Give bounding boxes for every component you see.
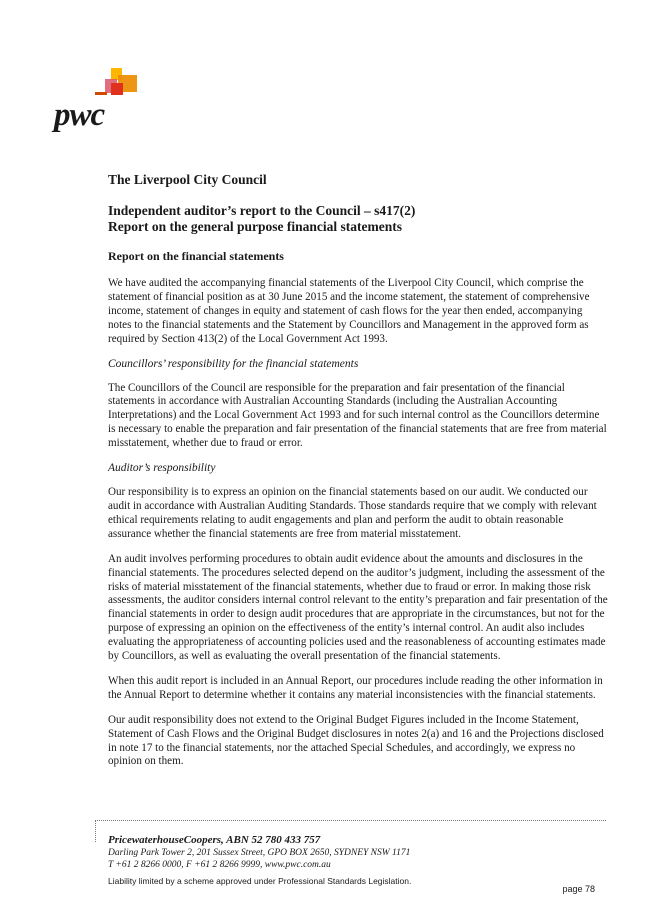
report-title [108,203,608,235]
councillors-responsibility-heading: Councillors’ responsibility for the financial statements [108,357,359,370]
intro-paragraph: We have audited the accompanying financial statements of the Liverpool City Council, which comprise the statement of financial position as at 30 June 2015 and the income statement, the statement of comprehensive income, statement of changes in equity and statement of cash flows for the year then ended, accompanying notes to the financial statements and the Statement by Councillors and Management in the approved form as required by Section 413(2) of the Local Government Act 1993. [108,277,590,345]
report-title-line-2: Report on the general purpose financial statements [108,219,402,234]
logo-square-rust [95,92,107,95]
firm-address: Darling Park Tower 2, 201 Sussex Street, GPO BOX 2650, SYDNEY NSW 1171 [108,848,411,858]
councillors-responsibility-paragraph: The Councillors of the Council are responsible for the preparation and fair presentation of the financial statements in accordance with Australian Accounting Standards (including the Australian Accounting Interpretations) and the Local Government Act 1993 and for such internal control as the Councillors determine is necessary to enable the preparation and fair presentation of the financial statements that are free from material misstatement, whether due to fraud or error. [108,381,607,450]
council-name: The Liverpool City Council [108,172,267,187]
report-body [108,172,608,780]
page-number: page 78 [562,884,595,894]
liability-note: Liability limited by a scheme approved under Professional Standards Legislation. [108,876,412,886]
auditor-paragraph-4: Our audit responsibility does not extend to the Original Budget Figures included in the Income Statement, Statement of Cash Flows and the Original Budget disclosures in notes 2(a) and 16 and the Projections disclosed in note 17 to the financial statements, nor the attached Special Schedules, and accordingly, we express no opinion on them. [108,713,604,768]
pwc-logo [54,65,144,133]
firm-name: PricewaterhouseCoopers, ABN 52 780 433 757 [108,834,321,846]
report-title-line-1: Independent auditor’s report to the Council – s417(2) [108,203,416,218]
logo-square-red [111,83,123,95]
auditor-paragraph-3: When this audit report is included in an Annual Report, our procedures include reading the other information in the Annual Report to determine whether it contains any material inconsistencies with the financial statements. [108,674,603,701]
auditor-paragraph-1: Our responsibility is to express an opinion on the financial statements based on our audit. We conducted our audit in accordance with Australian Auditing Standards. Those standards require that we comply with relevant ethical requirements relating to audit engagements and plan and perform the audit to obtain reasonable assurance whether the financial statements are free from material misstatement. [108,486,597,540]
auditor-responsibility-heading: Auditor’s responsibility [108,462,216,475]
footer [108,834,410,871]
firm-contact: T +61 2 8266 0000, F +61 2 8266 9999, www.pwc.com.au [108,860,331,870]
footer-divider-left [95,820,96,842]
logo-wordmark: pwc [54,97,105,133]
section-heading: Report on the financial statements [108,249,284,263]
footer-divider [95,820,606,821]
auditor-paragraph-2: An audit involves performing procedures to obtain audit evidence about the amounts and disclosures in the financial statements. The procedures selected depend on the auditor’s judgment, including the assessment of the risks of material misstatement of the financial statements, whether due to fraud or error. In making those risk assessments, the auditor considers internal control relevant to the entity’s preparation and fair presentation of the financial statements in order to design audit procedures that are appropriate in the circumstances, but not for the purpose of expressing an opinion on the effectiveness of the entity’s internal control. An audit also includes evaluating the appropriateness of accounting policies used and the reasonableness of accounting estimates made by Councillors, as well as evaluating the overall presentation of the financial statements. [108,552,608,663]
